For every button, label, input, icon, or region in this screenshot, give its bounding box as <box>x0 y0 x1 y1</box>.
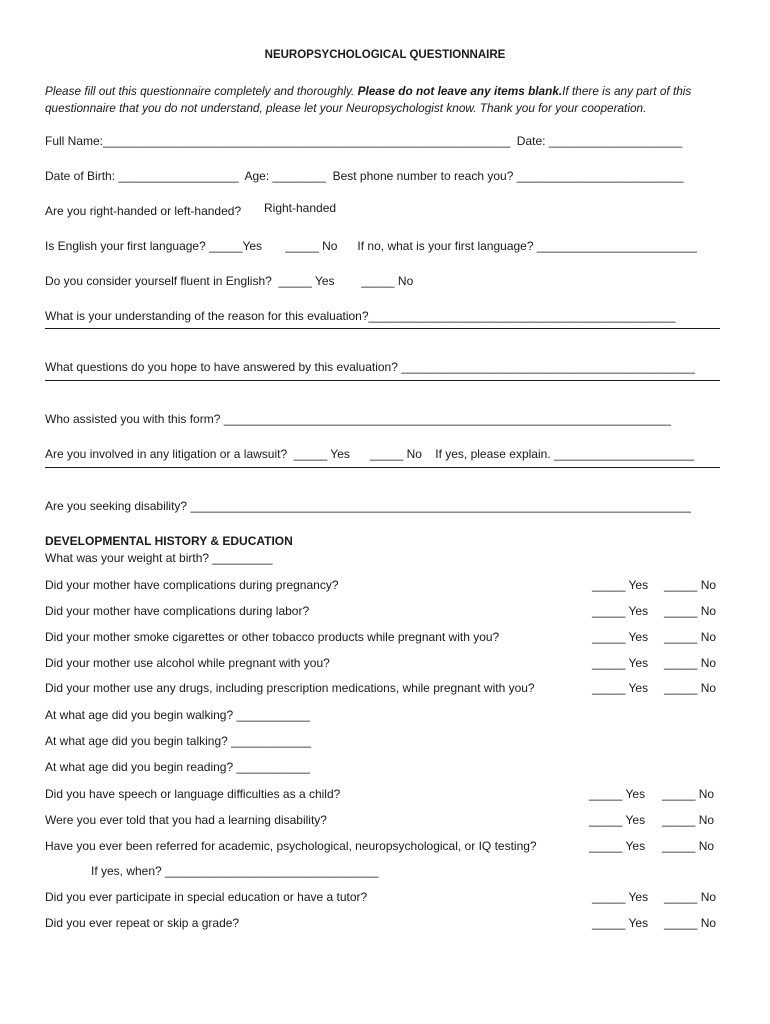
no-blank[interactable]: _____ No <box>664 656 717 670</box>
no-blank[interactable]: _____ No <box>664 916 717 930</box>
evaluation-understanding-field[interactable]: What is your understanding of the reason for this evaluation?______________________________________________ <box>45 309 676 323</box>
no-blank[interactable]: _____ No <box>662 813 715 827</box>
english-fluent-field[interactable]: Do you consider yourself fluent in English? _____ Yes _____ No <box>45 274 414 288</box>
handedness-question: Are you right-handed or left-handed? <box>45 204 242 218</box>
age-walking-field[interactable]: At what age did you begin walking? ___________ <box>45 708 310 722</box>
age-talking-field[interactable]: At what age did you begin talking? ____________ <box>45 734 312 748</box>
answer-line[interactable] <box>45 380 720 381</box>
yes-blank[interactable]: _____ Yes <box>592 630 649 644</box>
no-blank[interactable]: _____ No <box>662 787 715 801</box>
birth-weight-field[interactable]: What was your weight at birth? _________ <box>45 551 273 565</box>
yes-blank[interactable]: _____ Yes <box>589 787 646 801</box>
no-blank[interactable]: _____ No <box>664 630 717 644</box>
yes-blank[interactable]: _____ Yes <box>589 813 646 827</box>
testing-when-field[interactable]: If yes, when? ________________________________ <box>91 864 379 878</box>
yes-blank[interactable]: _____ Yes <box>592 578 649 592</box>
instructions-part1: Please fill out this questionnaire completely and thoroughly. <box>45 84 358 98</box>
age-reading-field[interactable]: At what age did you begin reading? ___________ <box>45 760 310 774</box>
question-row: Did you ever participate in special education or have a tutor? <box>45 890 368 904</box>
question-row: Did your mother have complications during pregnancy? <box>45 578 339 592</box>
question-row: Did your mother use any drugs, including prescription medications, while pregnant with you? <box>45 681 535 695</box>
page-title: NEUROPSYCHOLOGICAL QUESTIONNAIRE <box>264 49 506 61</box>
section-heading: DEVELOPMENTAL HISTORY & EDUCATION <box>45 534 293 548</box>
question-row: Did your mother have complications during labor? <box>45 604 310 618</box>
no-blank[interactable]: _____ No <box>664 890 717 904</box>
instructions-part2: If there is any part of this questionnaire that you do not understand, please let your Neuropsychologist know. Thank you for your cooperation. <box>45 84 692 115</box>
yes-blank[interactable]: _____ Yes <box>592 681 649 695</box>
litigation-field[interactable]: Are you involved in any litigation or a lawsuit? _____ Yes _____ No If yes, please explain. _____________________ <box>45 447 695 461</box>
evaluation-questions-field[interactable]: What questions do you hope to have answered by this evaluation? ____________________________________________ <box>45 360 695 374</box>
english-first-language-field[interactable]: Is English your first language? _____Yes _____ No If no, what is your first language? ________________________ <box>45 239 698 253</box>
answer-line[interactable] <box>45 328 720 329</box>
question-row: Did you have speech or language difficulties as a child? <box>45 787 341 801</box>
instructions-bold: Please do not leave any items blank. <box>357 84 563 98</box>
dob-age-phone-field[interactable]: Date of Birth: __________________ Age: ________ Best phone number to reach you? _________________________ <box>45 169 684 183</box>
instructions <box>45 83 735 117</box>
form-assisted-field[interactable]: Who assisted you with this form? ___________________________________________________________________ <box>45 412 671 426</box>
question-row: Were you ever told that you had a learning disability? <box>45 813 327 827</box>
answer-line[interactable] <box>45 467 720 468</box>
no-blank[interactable]: _____ No <box>664 604 717 618</box>
yes-blank[interactable]: _____ Yes <box>592 656 649 670</box>
disability-field[interactable]: Are you seeking disability? ___________________________________________________________________________ <box>45 499 691 513</box>
question-row: Did your mother smoke cigarettes or other tobacco products while pregnant with you? <box>45 630 500 644</box>
handedness-answer[interactable]: Right-handed <box>264 201 337 215</box>
question-row: Did you ever repeat or skip a grade? <box>45 916 240 930</box>
full-name-date-field[interactable]: Full Name:_____________________________________________________________ Date: ____________________ <box>45 134 683 148</box>
question-row: Have you ever been referred for academic, psychological, neuropsychological, or IQ testing? <box>45 839 537 853</box>
no-blank[interactable]: _____ No <box>662 839 715 853</box>
yes-blank[interactable]: _____ Yes <box>592 604 649 618</box>
yes-blank[interactable]: _____ Yes <box>592 890 649 904</box>
yes-blank[interactable]: _____ Yes <box>589 839 646 853</box>
question-row: Did your mother use alcohol while pregnant with you? <box>45 656 330 670</box>
no-blank[interactable]: _____ No <box>664 578 717 592</box>
yes-blank[interactable]: _____ Yes <box>592 916 649 930</box>
no-blank[interactable]: _____ No <box>664 681 717 695</box>
